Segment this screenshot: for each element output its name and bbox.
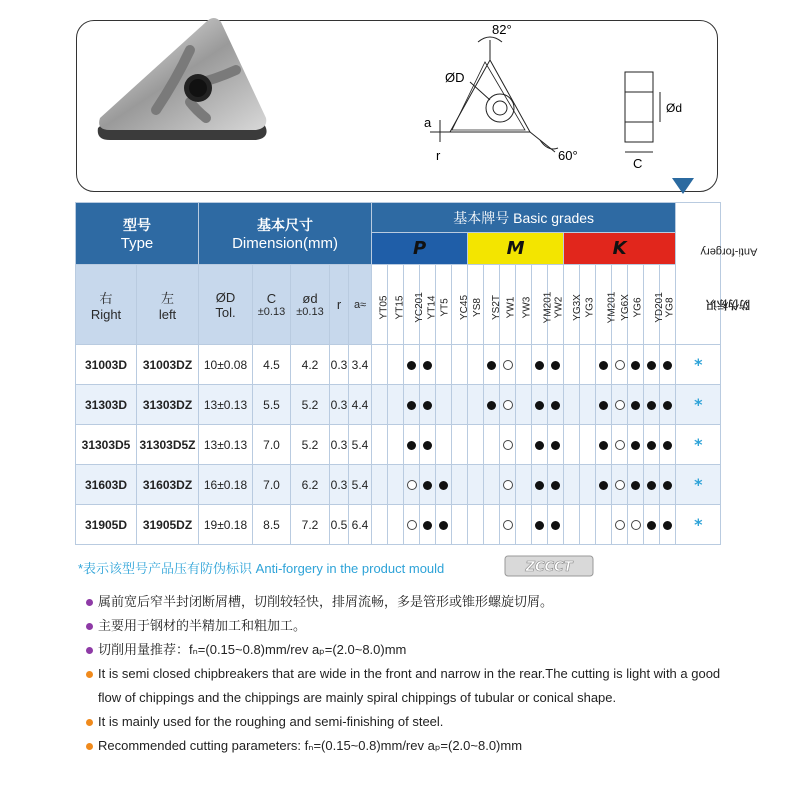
dim-C: 5.5	[253, 385, 291, 425]
grade-cell	[500, 345, 516, 385]
filled-dot-icon	[663, 361, 672, 370]
bullet-item	[98, 710, 738, 734]
grade-cell	[452, 385, 468, 425]
table-row	[76, 505, 721, 545]
dim-a: 5.4	[349, 465, 372, 505]
filled-dot-icon	[551, 521, 560, 530]
grade-cell	[612, 465, 628, 505]
grade-cell	[532, 465, 548, 505]
open-circle-icon	[615, 520, 625, 530]
grade-cell	[388, 345, 404, 385]
bullet-dot-icon	[86, 719, 93, 726]
open-circle-icon	[615, 400, 625, 410]
grade-cell	[596, 505, 612, 545]
type-header: 型号 Type	[76, 203, 199, 265]
angle-60-label: 60°	[558, 148, 578, 163]
grade-cell	[436, 345, 452, 385]
filled-dot-icon	[407, 361, 416, 370]
dim-d: 4.2	[291, 345, 330, 385]
filled-dot-icon	[439, 521, 448, 530]
grade-cell	[612, 425, 628, 465]
grade-cell	[468, 465, 484, 505]
filled-dot-icon	[423, 361, 432, 370]
table-row	[76, 385, 721, 425]
open-circle-icon	[503, 400, 513, 410]
dim-D: 13±0.13	[199, 385, 253, 425]
anti-forgery-footnote: *表示该型号产品压有防伪标识 Anti-forgery in the product mould	[78, 561, 445, 576]
grade-cell	[516, 345, 532, 385]
dim-r: 0.3	[330, 345, 349, 385]
dim-r: 0.3	[330, 425, 349, 465]
filled-dot-icon	[535, 361, 544, 370]
grade-cell	[404, 465, 420, 505]
filled-dot-icon	[423, 441, 432, 450]
open-circle-icon	[631, 520, 641, 530]
open-circle-icon	[407, 480, 417, 490]
filled-dot-icon	[487, 401, 496, 410]
anti-forgery-mark: *	[676, 505, 721, 545]
dim-d: 6.2	[291, 465, 330, 505]
bullet-dot-icon	[86, 647, 93, 654]
grade-cell	[388, 465, 404, 505]
col-a: a≈	[349, 265, 372, 345]
bullet-item	[98, 614, 738, 638]
grade-cell	[484, 465, 500, 505]
grade-cell	[484, 385, 500, 425]
col-left: 左 left	[137, 265, 199, 345]
grade-cell	[516, 425, 532, 465]
group-k: K	[564, 233, 676, 265]
filled-dot-icon	[599, 441, 608, 450]
right-code: 31003D	[76, 345, 137, 385]
filled-dot-icon	[647, 441, 656, 450]
zcct-logo	[505, 556, 593, 576]
bullet-dot-icon	[86, 623, 93, 630]
filled-dot-icon	[647, 401, 656, 410]
grade-cell	[372, 425, 388, 465]
grade-cell	[564, 465, 580, 505]
bullet-text: 切削用量推荐：fₙ=(0.15~0.8)mm/rev aₚ=(2.0~8.0)mm	[98, 642, 407, 657]
filled-dot-icon	[663, 481, 672, 490]
filled-dot-icon	[551, 481, 560, 490]
open-circle-icon	[615, 480, 625, 490]
filled-dot-icon	[535, 481, 544, 490]
grade-cell	[404, 425, 420, 465]
bullet-item	[98, 638, 738, 662]
grade-header-yg3x: YG3X	[564, 265, 580, 345]
grade-cell	[580, 385, 596, 425]
bullet-text: It is semi closed chipbreakers that are wide in the front and narrow in the rear.The cutting is light with a good flow of chippings and the chippings are mainly spiral chippings of tubular or conical shape.	[98, 666, 721, 705]
grade-cell	[628, 345, 644, 385]
grade-cell	[596, 345, 612, 385]
filled-dot-icon	[439, 481, 448, 490]
bullet-text: Recommended cutting parameters: fₙ=(0.15~0.8)mm/rev aₚ=(2.0~8.0)mm	[98, 738, 523, 753]
grade-cell	[500, 505, 516, 545]
filled-dot-icon	[423, 481, 432, 490]
grade-cell	[404, 345, 420, 385]
filled-dot-icon	[551, 401, 560, 410]
grade-cell	[612, 385, 628, 425]
dim-C: 4.5	[253, 345, 291, 385]
grade-cell	[420, 345, 436, 385]
filled-dot-icon	[631, 361, 640, 370]
grade-cell	[644, 345, 660, 385]
grade-cell	[452, 425, 468, 465]
dim-D: 13±0.13	[199, 425, 253, 465]
col-D: ØD Tol.	[199, 265, 253, 345]
bullet-text: 属前宽后窄半封闭断屑槽，切削较轻快，排屑流畅，多是管形或锥形螺旋切屑。	[98, 594, 554, 609]
grade-cell	[452, 465, 468, 505]
grade-cell	[500, 385, 516, 425]
dim-d: 5.2	[291, 385, 330, 425]
spec-table	[75, 202, 758, 548]
dim-a: 3.4	[349, 345, 372, 385]
dim-a: 5.4	[349, 425, 372, 465]
col-C: C ±0.13	[253, 265, 291, 345]
grade-cell	[484, 345, 500, 385]
grade-cell	[564, 345, 580, 385]
filled-dot-icon	[647, 361, 656, 370]
filled-dot-icon	[535, 521, 544, 530]
filled-dot-icon	[663, 441, 672, 450]
grade-cell	[404, 385, 420, 425]
grade-cell	[548, 505, 564, 545]
r-label: r	[436, 148, 441, 163]
description-bullets	[98, 590, 738, 758]
bullet-text: It is mainly used for the roughing and semi-finishing of steel.	[98, 714, 444, 729]
grade-cell	[532, 385, 548, 425]
grade-cell	[580, 345, 596, 385]
angle-82-label: 82°	[492, 22, 512, 37]
grade-cell	[612, 505, 628, 545]
grade-cell	[436, 505, 452, 545]
grade-cell	[404, 505, 420, 545]
diameter-D-label: ØD	[445, 70, 465, 85]
grade-cell	[372, 505, 388, 545]
grade-header-ym201: YM201	[596, 265, 612, 345]
bullet-item	[98, 590, 738, 614]
dim-d: 7.2	[291, 505, 330, 545]
grade-cell	[388, 505, 404, 545]
grade-cell	[628, 385, 644, 425]
grade-cell	[388, 425, 404, 465]
open-circle-icon	[407, 520, 417, 530]
filled-dot-icon	[599, 361, 608, 370]
left-code: 31303D5Z	[137, 425, 199, 465]
table-row	[76, 345, 721, 385]
grade-cell	[580, 425, 596, 465]
grade-cell	[628, 425, 644, 465]
grade-cell	[532, 505, 548, 545]
grade-header-ym201: YM201	[532, 265, 548, 345]
grade-header-yg8: YG8	[660, 265, 676, 345]
filled-dot-icon	[535, 441, 544, 450]
grade-cell	[660, 345, 676, 385]
grade-cell	[436, 385, 452, 425]
grade-header-yc45: YC45	[452, 265, 468, 345]
grade-cell	[420, 505, 436, 545]
bullet-item	[98, 662, 738, 710]
col-d: ød ±0.13	[291, 265, 330, 345]
bullet-dot-icon	[86, 743, 93, 750]
grade-cell	[436, 425, 452, 465]
grade-cell	[436, 465, 452, 505]
grade-header-ys8: YS8	[468, 265, 484, 345]
filled-dot-icon	[599, 481, 608, 490]
grade-header-yt14: YT14	[420, 265, 436, 345]
anti-forgery-mark: *	[676, 425, 721, 465]
filled-dot-icon	[423, 521, 432, 530]
filled-dot-icon	[535, 401, 544, 410]
grade-cell	[468, 505, 484, 545]
grade-cell	[644, 465, 660, 505]
anti-forgery-mark: *	[676, 345, 721, 385]
filled-dot-icon	[647, 521, 656, 530]
grade-cell	[516, 505, 532, 545]
grade-cell	[548, 425, 564, 465]
dim-r: 0.3	[330, 385, 349, 425]
grade-cell	[500, 465, 516, 505]
grade-cell	[452, 505, 468, 545]
open-circle-icon	[503, 520, 513, 530]
filled-dot-icon	[647, 481, 656, 490]
grade-cell	[564, 425, 580, 465]
grade-cell	[644, 425, 660, 465]
grade-cell	[452, 345, 468, 385]
open-circle-icon	[615, 360, 625, 370]
group-m: M	[468, 233, 564, 265]
right-code: 31303D	[76, 385, 137, 425]
filled-dot-icon	[663, 521, 672, 530]
grade-cell	[420, 425, 436, 465]
grade-cell	[660, 465, 676, 505]
grade-cell	[468, 345, 484, 385]
grade-cell	[564, 505, 580, 545]
grade-cell	[596, 425, 612, 465]
grade-cell	[372, 385, 388, 425]
grade-cell	[420, 385, 436, 425]
grade-cell	[580, 465, 596, 505]
filled-dot-icon	[551, 361, 560, 370]
dim-r: 0.3	[330, 465, 349, 505]
dim-r: 0.5	[330, 505, 349, 545]
dim-D: 10±0.08	[199, 345, 253, 385]
dim-D: 19±0.18	[199, 505, 253, 545]
dim-C: 7.0	[253, 425, 291, 465]
grade-cell	[596, 465, 612, 505]
grade-cell	[532, 345, 548, 385]
bullet-dot-icon	[86, 671, 93, 678]
filled-dot-icon	[631, 481, 640, 490]
col-r: r	[330, 265, 349, 345]
anti-forgery-mark: *	[676, 465, 721, 505]
filled-dot-icon	[631, 401, 640, 410]
grade-cell	[516, 465, 532, 505]
open-circle-icon	[615, 440, 625, 450]
filled-dot-icon	[487, 361, 496, 370]
filled-dot-icon	[631, 441, 640, 450]
grade-cell	[580, 505, 596, 545]
grade-cell	[372, 465, 388, 505]
left-code: 31003DZ	[137, 345, 199, 385]
insert-product-image	[86, 10, 276, 170]
grade-cell	[628, 465, 644, 505]
grade-header-yg6: YG6	[628, 265, 644, 345]
filled-dot-icon	[407, 441, 416, 450]
C-label: C	[633, 156, 643, 171]
grade-cell	[484, 505, 500, 545]
open-circle-icon	[503, 480, 513, 490]
grade-header-yt5: YT5	[436, 265, 452, 345]
grade-header-yc201: YC201	[404, 265, 420, 345]
filled-dot-icon	[551, 441, 560, 450]
dim-a: 6.4	[349, 505, 372, 545]
dim-D: 16±0.18	[199, 465, 253, 505]
grade-cell	[548, 345, 564, 385]
svg-text:ZCCCT: ZCCCT	[525, 560, 573, 575]
dim-C: 7.0	[253, 465, 291, 505]
grade-cell	[468, 385, 484, 425]
grade-cell	[644, 385, 660, 425]
grade-header-yt05: YT05	[372, 265, 388, 345]
grade-header-ys2t: YS2T	[484, 265, 500, 345]
filled-dot-icon	[599, 401, 608, 410]
grade-cell	[372, 345, 388, 385]
grade-cell	[644, 505, 660, 545]
grade-cell	[660, 505, 676, 545]
down-triangle-marker	[672, 178, 694, 194]
grade-cell	[484, 425, 500, 465]
grade-header-yw3: YW3	[516, 265, 532, 345]
grade-header-yt15: YT15	[388, 265, 404, 345]
technical-diagram	[340, 12, 700, 172]
table-row	[76, 465, 721, 505]
grade-cell	[516, 385, 532, 425]
anti-forgery-header: 防伪标识 Anti-forgery	[676, 203, 721, 345]
grade-cell	[548, 465, 564, 505]
anti-forgery-mark: *	[676, 385, 721, 425]
grade-header-yg3: YG3	[580, 265, 596, 345]
filled-dot-icon	[407, 401, 416, 410]
bullet-dot-icon	[86, 599, 93, 606]
open-circle-icon	[503, 440, 513, 450]
a-label: a	[424, 115, 432, 130]
grade-cell	[596, 385, 612, 425]
left-code: 31603DZ	[137, 465, 199, 505]
diameter-d-label: Ød	[666, 101, 683, 115]
grade-header-yg6x: YG6X	[612, 265, 628, 345]
right-code: 31905D	[76, 505, 137, 545]
grade-cell	[564, 385, 580, 425]
grade-cell	[420, 465, 436, 505]
grade-cell	[548, 385, 564, 425]
grade-cell	[468, 425, 484, 465]
grade-cell	[388, 385, 404, 425]
dimension-header: 基本尺寸 Dimension(mm)	[199, 203, 372, 265]
grade-cell	[612, 345, 628, 385]
grade-cell	[660, 425, 676, 465]
left-code: 31303DZ	[137, 385, 199, 425]
right-code: 31303D5	[76, 425, 137, 465]
group-p: P	[372, 233, 468, 265]
bullet-text: 主要用于钢材的半精加工和粗加工。	[98, 618, 307, 633]
bullet-item	[98, 734, 738, 758]
grade-header-yd201: YD201	[644, 265, 660, 345]
grade-cell	[628, 505, 644, 545]
basic-grades-header: 基本牌号 Basic grades	[372, 203, 676, 233]
grade-header-yw1: YW1	[500, 265, 516, 345]
table-row	[76, 425, 721, 465]
grade-cell	[660, 385, 676, 425]
grade-cell	[500, 425, 516, 465]
grade-header-yw2: YW2	[548, 265, 564, 345]
col-right: 右 Right	[76, 265, 137, 345]
dim-d: 5.2	[291, 425, 330, 465]
right-code: 31603D	[76, 465, 137, 505]
left-code: 31905DZ	[137, 505, 199, 545]
filled-dot-icon	[423, 401, 432, 410]
dim-a: 4.4	[349, 385, 372, 425]
dim-C: 8.5	[253, 505, 291, 545]
filled-dot-icon	[663, 401, 672, 410]
grade-cell	[532, 425, 548, 465]
open-circle-icon	[503, 360, 513, 370]
